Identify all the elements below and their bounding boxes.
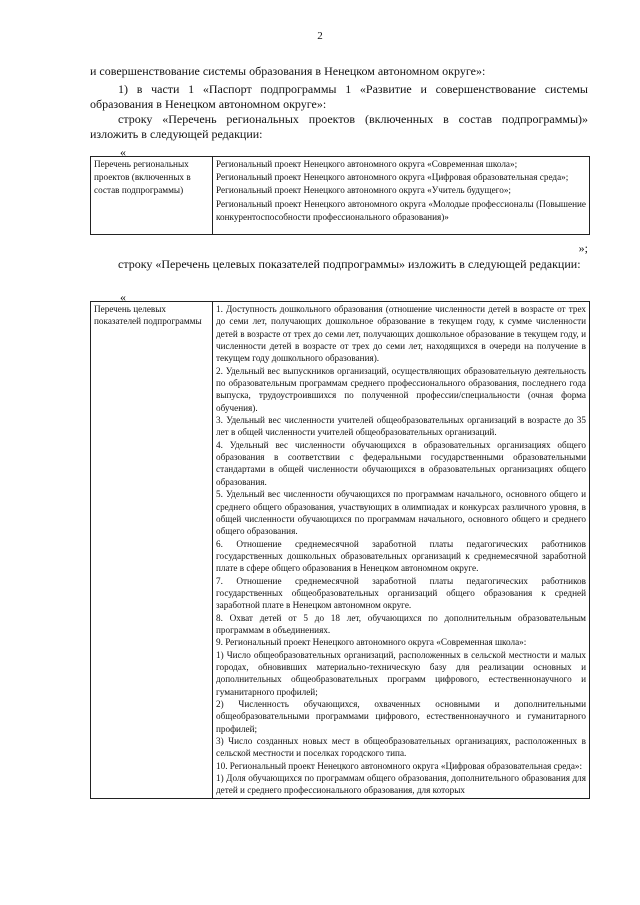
indicator-item: 1) Число общеобразовательных организаций, расположенных в сельской местности и малых городах, обновивших материально-техническую базу для реализации основных и дополнительных общеобразовательных программ цифрового, естественнонаучного и гуманитарного профилей; [216, 649, 586, 697]
list-item: Региональный проект Ненецкого автономного округа «Цифровая образовательная среда»; [216, 172, 569, 183]
regional-projects-table [90, 156, 590, 235]
indicator-item: 1. Доступность дошкольного образования (отношение численности детей в возрасте от трех до семи лет, получающих дошкольное образование в текущем году, к сумме численности детей в возрасте от трех до семи лет, получающих дошкольное образование в текущем году, и численности детей в возрасте от трех до семи лет, находящихся в очереди на получение в текущем году дошкольного образования). [216, 304, 586, 364]
target-indicators-list [213, 302, 590, 799]
indicator-item: 7. Отношение среднемесячной заработной платы педагогических работников государственных общеобразовательных организаций общего образования к средней заработной плате в Ненецком автономном округе. [216, 575, 586, 611]
target-indicators-label: Перечень целевых показателей подпрограммы [91, 302, 213, 799]
indicator-item: 3) Число созданных новых мест в общеобразовательных организациях, расположенных в сельской местности и поселках городского типа. [216, 736, 586, 759]
indicator-item: 3. Удельный вес численности учителей общеобразовательных организаций в возрасте до 35 лет в общей численности учителей общеобразовательных организаций. [216, 415, 586, 438]
row1-instruction: строку «Перечень региональных проектов (включенных в состав подпрограммы)» изложить в следующей редакции: [90, 112, 588, 141]
page-number: 2 [317, 30, 323, 42]
open-quote-2: « [120, 290, 126, 304]
indicator-item: 2) Численность обучающихся, охваченных основными и дополнительными общеобразовательными программами цифрового, естественнонаучного и гуманитарного профилей; [216, 699, 586, 734]
indicator-item: 9. Региональный проект Ненецкого автономного округа «Современная школа»: [216, 637, 527, 648]
open-quote-1: « [120, 145, 126, 159]
row2-instruction: строку «Перечень целевых показателей подпрограммы» изложить в следующей редакции: [118, 257, 581, 271]
close-quote-1: »; [578, 241, 588, 255]
indicator-item: 2. Удельный вес выпускников организаций, осуществляющих образовательную деятельность по образовательным программам среднего профессионального образования, последнего года выпуска, трудоустроившихся по полученной профессии/специальности (очная форма обучения). [216, 365, 586, 413]
intro-line: и совершенствование системы образования в Ненецком автономном округе»: [90, 64, 486, 78]
target-indicators-table [90, 301, 590, 799]
indicator-item: 4. Удельный вес численности обучающихся в образовательных организациях общего образования в соответствии с федеральными государственными образовательными стандартами в общей численности обучающихся в образовательных организациях общего образования. [216, 439, 586, 487]
indicator-item: 5. Удельный вес численности обучающихся по программам начального, основного общего и среднего общего образования, участвующих в олимпиадах и конкурсах различного уровня, в общей численности обучающихся по программам начального, основного общего и среднего общего образования. [216, 489, 586, 537]
list-item: Региональный проект Ненецкого автономного округа «Молодые профессионалы (Повышение конкурентоспособности профессионального образования)» [216, 198, 586, 222]
list-item: Региональный проект Ненецкого автономного округа «Современная школа»; [216, 159, 518, 169]
list-item: Региональный проект Ненецкого автономного округа «Учитель будущего»; [216, 185, 511, 196]
indicator-item: 6. Отношение среднемесячной заработной платы педагогических работников государственных дошкольных образовательных организаций к среднемесячной заработной плате в сфере общего образования в Ненецком автономном округе. [216, 538, 586, 574]
table-row [91, 302, 590, 799]
regional-projects-label: Перечень региональных проектов (включенных в состав подпрограммы) [91, 157, 213, 235]
amendment-item-1: 1) в части 1 «Паспорт подпрограммы 1 «Развитие и совершенствование системы образования в Ненецком автономном округе»: [90, 82, 588, 111]
indicator-item: 10. Региональный проект Ненецкого автономного округа «Цифровая образовательная среда»: [216, 760, 583, 771]
regional-projects-list [213, 157, 590, 235]
table-row [91, 157, 590, 235]
indicator-item: 8. Охват детей от 5 до 18 лет, обучающихся по дополнительным образовательным программам в объединениях. [216, 612, 586, 635]
indicator-item: 1) Доля обучающихся по программам общего образования, дополнительного образования для детей и среднего профессионального образования, для которых [216, 773, 586, 796]
